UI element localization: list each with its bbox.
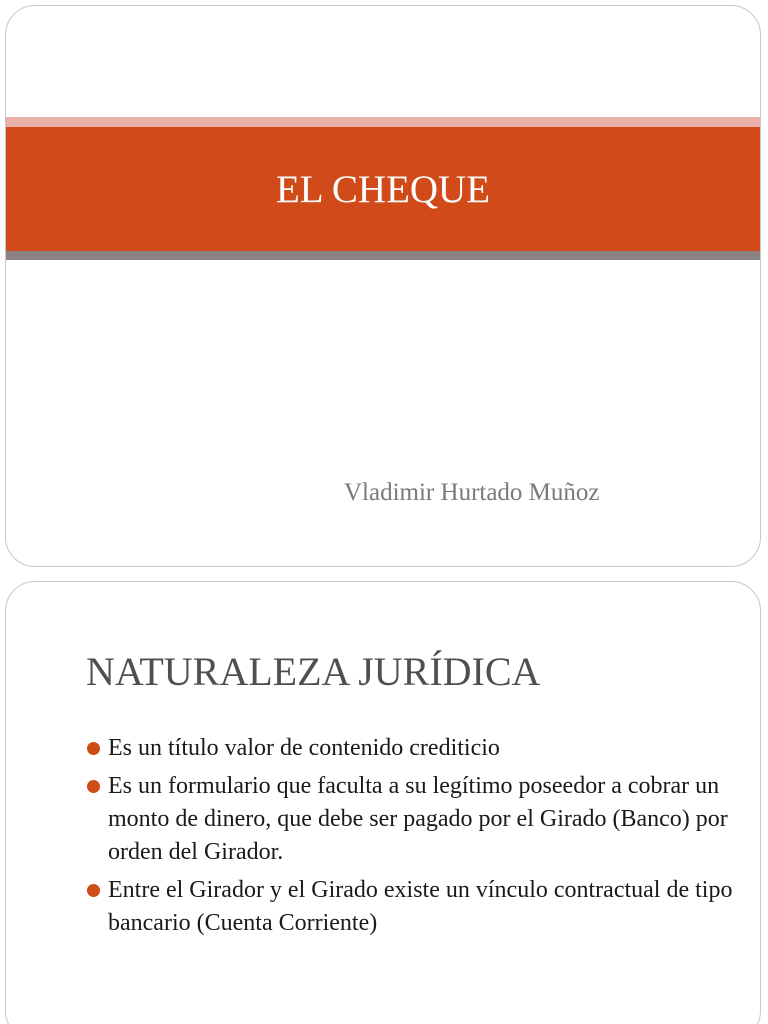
accent-band-gray [6, 251, 760, 260]
bullet-text: Es un formulario que faculta a su legítimo poseedor a cobrar un monto de dinero, que debe ser pagado por el Girado (Banco) por orden del Girador. [108, 773, 728, 865]
bullet-dot-icon [87, 742, 100, 755]
accent-band-light [6, 117, 760, 127]
slide-heading: NATURALEZA JURÍDICA [86, 649, 541, 694]
bullet-text: Entre el Girador y el Girado existe un vínculo contractual de tipo bancario (Cuenta Corriente) [108, 877, 733, 936]
bullet-item [86, 732, 736, 765]
bullet-list [86, 732, 736, 945]
bullet-item [86, 874, 736, 940]
bullet-dot-icon [87, 780, 100, 793]
slide-title-page [5, 5, 761, 567]
slide-content-page [5, 581, 761, 1024]
bullet-item [86, 770, 736, 869]
slide-author: Vladimir Hurtado Muñoz [344, 479, 600, 506]
slide-title: EL CHEQUE [275, 168, 491, 211]
bullet-text: Es un título valor de contenido crediticio [108, 735, 500, 761]
bullet-dot-icon [87, 884, 100, 897]
